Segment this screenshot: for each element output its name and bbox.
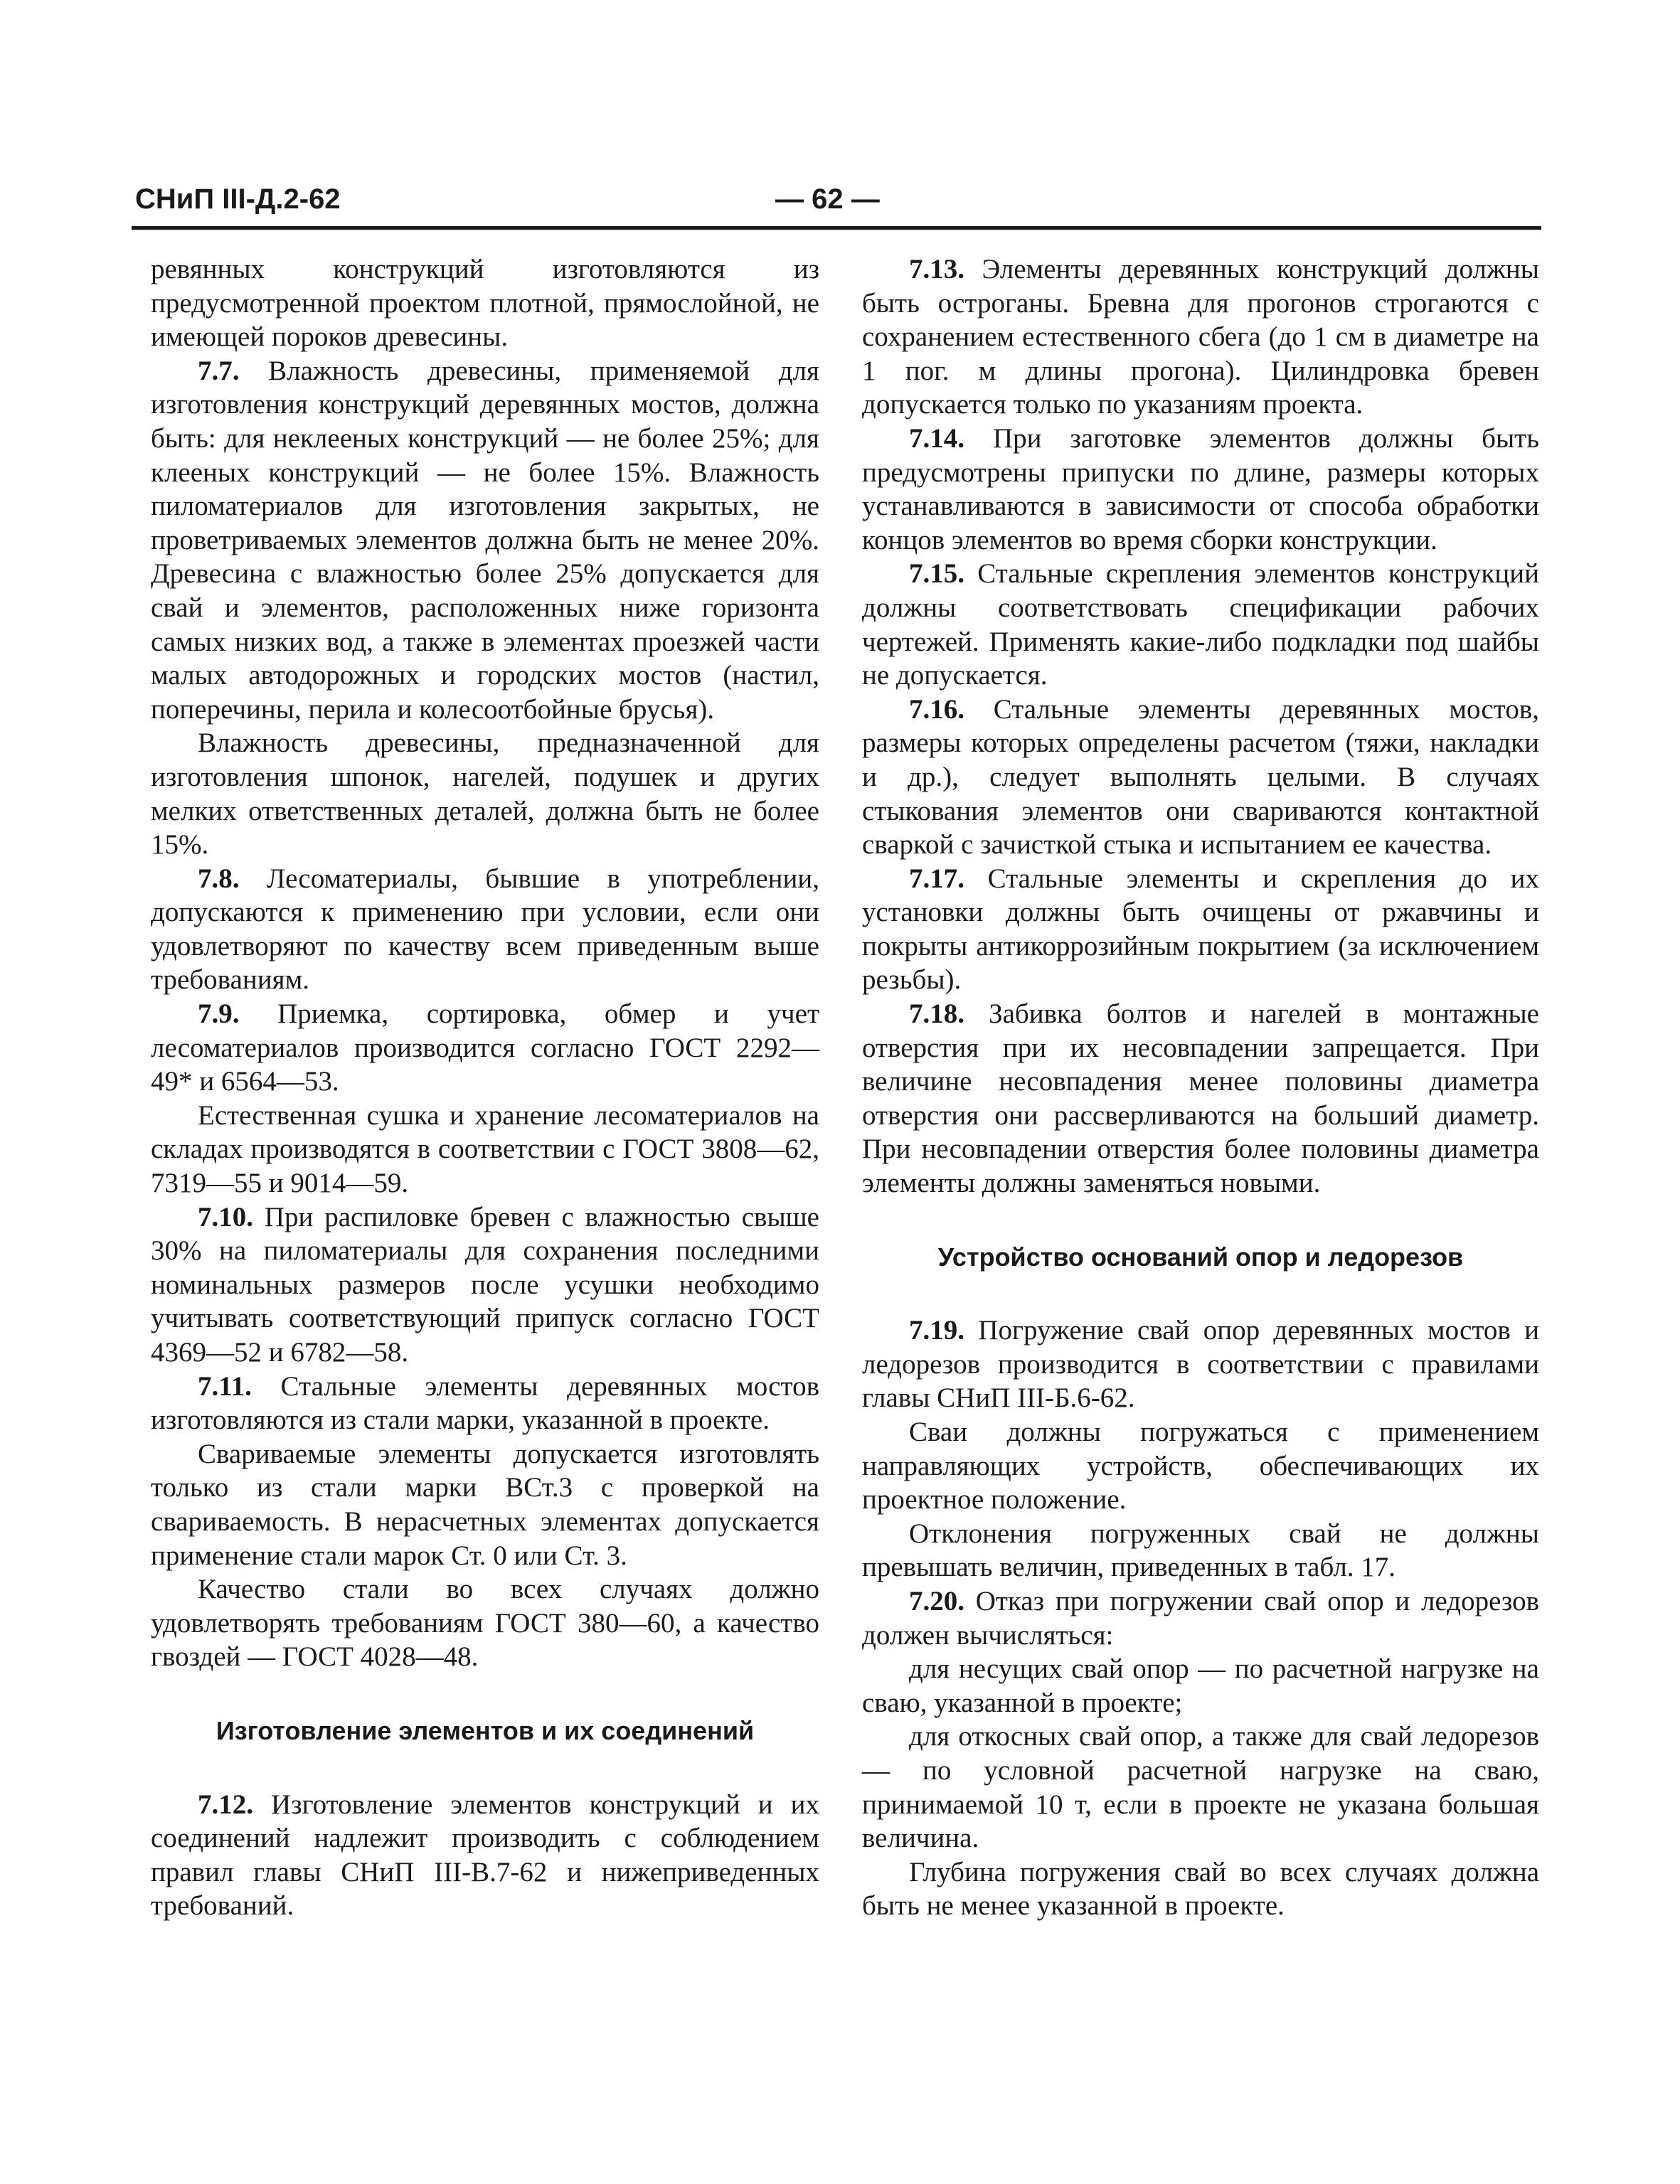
document-code: СНиП III-Д.2-62	[135, 183, 341, 215]
clause-number: 7.16.	[909, 693, 964, 725]
clause-text: Стальные элементы деревянных мостов, размеры которых определены расчетом (тяжи, накладки и др.), следует выполнять целыми. В случаях стыкования элементов они свариваются контактной сваркой с зачисткой стыка и испытанием ее качества.	[862, 693, 1539, 861]
paragraph-continuation: ревянных конструкций изготовляются из предусмотренной проектом плотной, прямослойной, не имеющей пороков древесины.	[151, 254, 819, 353]
clause-number: 7.14.	[909, 422, 964, 454]
clause-number: 7.20.	[909, 1585, 964, 1616]
clause-number: 7.7.	[198, 355, 240, 386]
paragraph-7-11-c: Качество стали во всех случаях должно удовлетворять требованиям ГОСТ 380—60, а качество гвоздей — ГОСТ 4028—48.	[151, 1574, 819, 1673]
clause-number: 7.11.	[198, 1370, 252, 1402]
clause-text: Стальные элементы деревянных мостов изготовляются из стали марки, указанной в проекте.	[151, 1370, 819, 1436]
clause-text: Элементы деревянных конструкций должны быть остроганы. Бревна для прогонов строгаются с сохранением естественного сбега (до 1 см в диаметре на 1 пог. м длины прогона). Цилиндровка бревен допускается только по указаниям проекта.	[862, 254, 1539, 420]
clause-number: 7.8.	[198, 863, 240, 894]
clause-text: При заготовке элементов должны быть предусмотрены припуски по длине, размеры которых устанавливаются в зависимости от способа обработки концов элементов во время сборки конструкции.	[862, 422, 1539, 555]
clause-number: 7.12.	[198, 1789, 253, 1820]
clause-text: При распиловке бревен с влажностью свыше 30% на пиломатериалы для сохранения последними номинальных размеров после усушки необходимо учитывать соответствующий припуск согласно ГОСТ 4369—52 и 6782—58.	[151, 1201, 819, 1368]
paragraph-7-11	[151, 1370, 819, 1437]
clause-text: Погружение свай опор деревянных мостов и ледорезов производится в соответствии с правилами главы СНиП III-Б.6-62.	[862, 1315, 1539, 1414]
clause-text: Отказ при погружении свай опор и ледорезов должен вычисляться:	[862, 1585, 1539, 1651]
paragraph-7-20-d: Глубина погружения свай во всех случаях должна быть не менее указанной в проекте.	[862, 1856, 1539, 1922]
clause-number: 7.19.	[909, 1315, 964, 1346]
spacer	[151, 1674, 819, 1714]
clause-text: Влажность древесины, применяемой для изготовления конструкций деревянных мостов, должна быть: для неклееных конструкций — не более 25%; для клееных конструкций — не более 15%. Влажность пиломатериалов для изготовления закрытых, не проветриваемых элементов должна быть не менее 20%. Древесина с влажностью более 25% допускается для свай и элементов, расположенных ниже горизонта самых низких вод, а также в элементах проезжей части малых автодорожных и городских мостов (настил, поперечины, перила и колесоотбойные брусья).	[151, 355, 819, 725]
paragraph-7-15	[862, 557, 1539, 692]
clause-number: 7.18.	[909, 998, 964, 1030]
paragraph-7-16	[862, 693, 1539, 862]
paragraph-7-13	[862, 252, 1539, 422]
paragraph-7-12	[151, 1788, 819, 1923]
paragraph-7-20	[862, 1584, 1539, 1652]
paragraph-7-17	[862, 862, 1539, 997]
paragraph-7-19	[862, 1314, 1539, 1415]
spacer	[862, 1274, 1539, 1314]
page-number: — 62 —	[775, 183, 880, 215]
paragraph-7-9	[151, 997, 819, 1099]
clause-number: 7.10.	[198, 1201, 253, 1232]
clause-number: 7.15.	[909, 558, 964, 590]
paragraph-7-8	[151, 862, 819, 997]
header-rule	[132, 226, 1541, 230]
paragraph-7-20-b: для несущих свай опор — по расчетной нагрузке на сваю, указанной в проекте;	[862, 1653, 1539, 1718]
paragraph-7-19-b: Сваи должны погружаться с применением направляющих устройств, обеспечивающих их проектное положение.	[862, 1417, 1539, 1516]
clause-text: Стальные скрепления элементов конструкций должны соответствовать спецификации рабочих чертежей. Применять какие-либо подкладки под шайбы не допускается.	[862, 558, 1539, 691]
spacer	[151, 1748, 819, 1788]
right-column	[862, 252, 1539, 1923]
paragraph-7-9-b: Естественная сушка и хранение лесоматериалов на складах производятся в соответствии с ГОСТ 3808—62, 7319—55 и 9014—59.	[151, 1099, 819, 1199]
clause-number: 7.13.	[909, 254, 964, 284]
clause-text: Стальные элементы и скрепления до их установки должны быть очищены от ржавчины и покрыты антикоррозийным покрытием (за исключением резьбы).	[862, 863, 1539, 996]
clause-text: Приемка, сортировка, обмер и учет лесоматериалов производится согласно ГОСТ 2292—49* и 6564—53.	[151, 998, 819, 1097]
paragraph-7-11-b: Свариваемые элементы допускается изготовлять только из стали марки ВСт.3 с проверкой на свариваемость. В нерасчетных элементах допускается применение стали марок Ст. 0 или Ст. 3.	[151, 1438, 819, 1571]
clause-number: 7.17.	[909, 863, 964, 894]
clause-text: Забивка болтов и нагелей в монтажные отверстия при их несовпадении запрещается. При величине несовпадения менее половины диаметра отверстия они рассверливаются на больший диаметр. При несовпадении отверстия более половины диаметра элементы должны заменяться новыми.	[862, 998, 1539, 1199]
clause-text: Изготовление элементов конструкций и их соединений надлежит производить с соблюдением правил главы СНиП III-В.7-62 и нижеприведенных требований.	[151, 1789, 819, 1922]
left-column	[151, 252, 819, 1923]
section-heading-foundations: Устройство оснований опор и ледорезов	[937, 1242, 1464, 1272]
paragraph-7-10	[151, 1200, 819, 1370]
spacer	[862, 1200, 1539, 1240]
paragraph-7-14	[862, 422, 1539, 557]
paragraph-7-18	[862, 997, 1539, 1200]
paragraph-7-20-c: для откосных свай опор, а также для свай ледорезов — по условной расчетной нагрузке на сваю, принимаемой 10 т, если в проекте не указана большая величина.	[862, 1721, 1539, 1854]
paragraph-7-7-b: Влажность древесины, предназначенной для изготовления шпонок, нагелей, подушек и других мелких ответственных деталей, должна быть не более 15%.	[151, 728, 819, 861]
clause-text: Лесоматериалы, бывшие в употреблении, допускаются к применению при условии, если они удовлетворяют по качеству всем приведенным выше требованиям.	[151, 863, 819, 996]
clause-number: 7.9.	[198, 998, 240, 1030]
paragraph-7-7	[151, 354, 819, 727]
section-heading-manufacturing: Изготовление элементов и их соединений	[216, 1715, 755, 1745]
paragraph-7-19-c: Отклонения погруженных свай не должны превышать величин, приведенных в табл. 17.	[862, 1518, 1539, 1583]
